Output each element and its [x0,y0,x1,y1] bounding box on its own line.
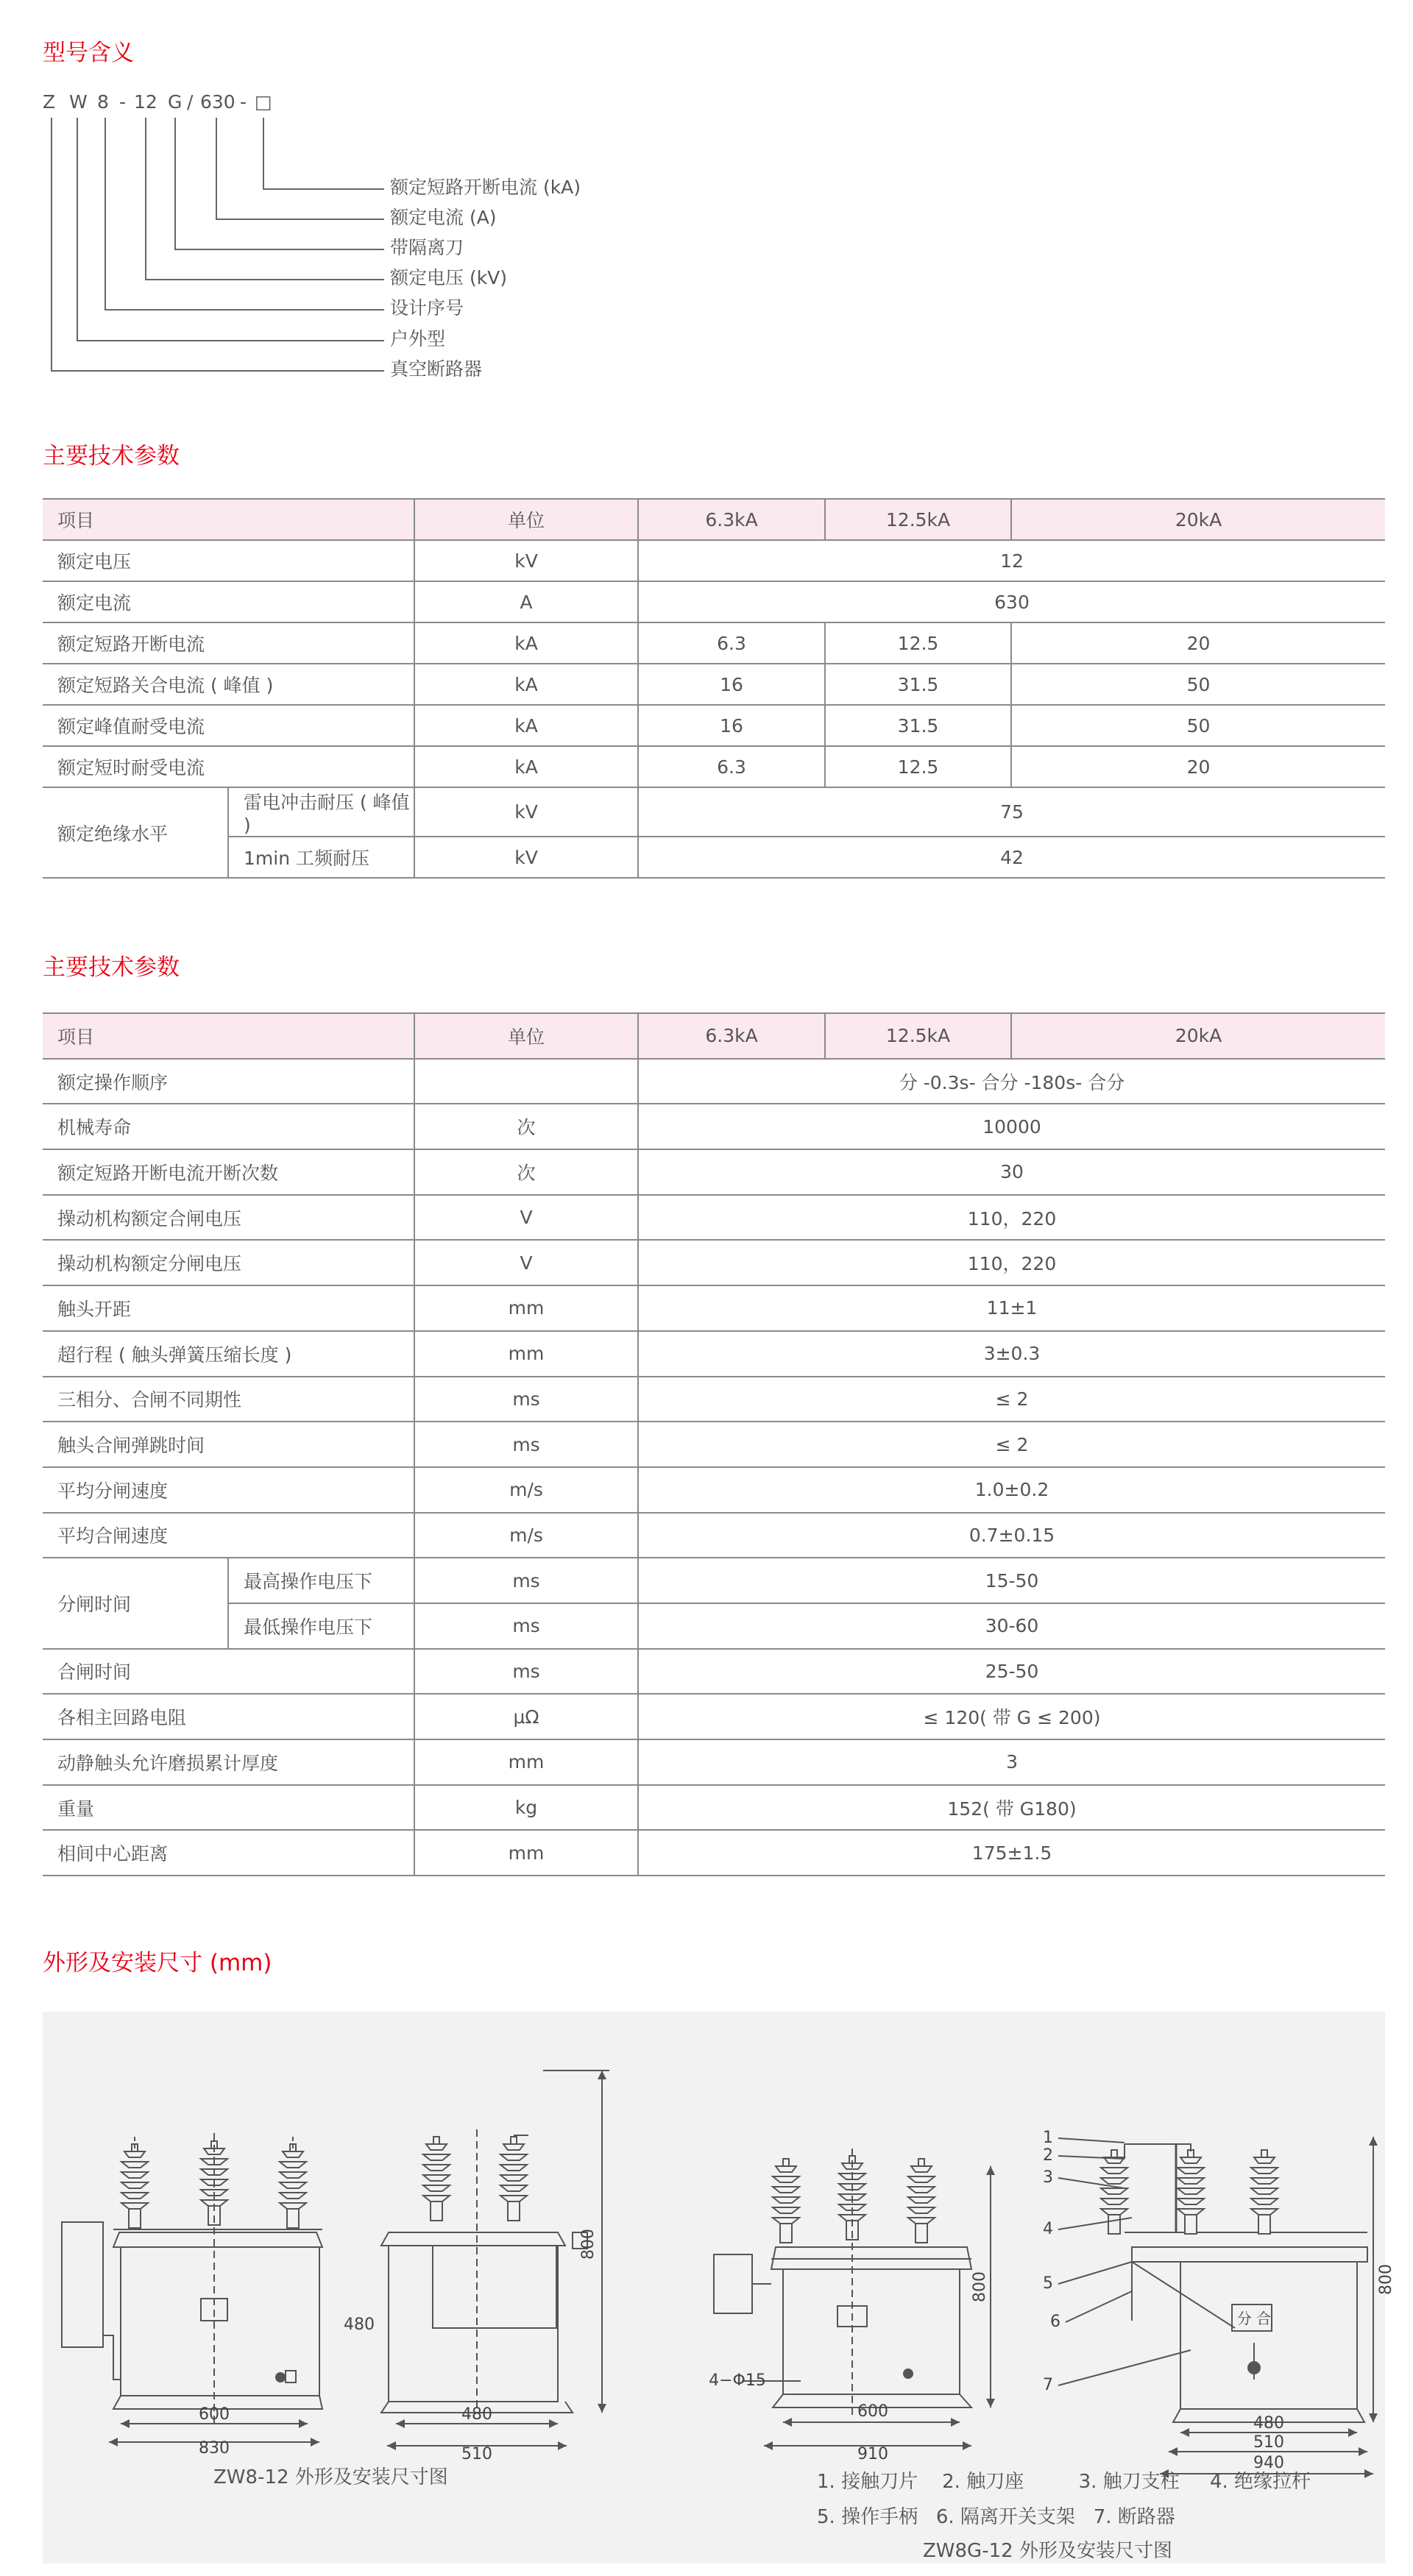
row-unit: kA [414,664,638,705]
model-label-breaking-current: 额定短路开断电流 (kA) [390,177,581,198]
model-char-slash: / [187,91,194,113]
row-item: 各相主回路电阻 [43,1694,414,1739]
row-value-6-3ka: 16 [638,705,825,746]
dim-800-b: 800 [971,2271,989,2302]
row-item: 动静触头允许磨损累计厚度 [43,1739,414,1785]
row-value: 1.0±0.2 [638,1467,1385,1513]
table-row [43,1467,1385,1513]
row-unit: μΩ [414,1694,638,1739]
table-row [43,1649,1385,1695]
table-row [43,746,1385,787]
table-row [43,1558,1385,1603]
row-value: 152( 带 G180) [638,1785,1385,1831]
row-item: 额定短路开断电流开断次数 [43,1149,414,1195]
row-item: 超行程 ( 触头弹簧压缩长度 ) [43,1331,414,1377]
row-unit: kV [414,787,638,837]
row-value: 3±0.3 [638,1331,1385,1377]
row-group-insulation: 额定绝缘水平 [43,787,228,878]
header-12-5ka: 12.5kA [825,499,1011,540]
row-unit: kV [414,540,638,581]
model-section-title: 型号含义 [43,40,134,66]
row-unit: ms [414,1422,638,1467]
row-unit: m/s [414,1467,638,1513]
table-row [43,1694,1385,1739]
dim-800-c: 800 [1377,2264,1395,2295]
table-row [43,622,1385,664]
row-value-20ka: 20 [1011,746,1385,787]
row-item: 额定电压 [43,540,414,581]
row-item: 额定操作顺序 [43,1059,414,1104]
row-unit [414,1059,638,1104]
header-item: 项目 [43,1013,414,1059]
callout-6: 6 [1050,2313,1060,2331]
table-row [43,1331,1385,1377]
row-item: 额定短路关合电流 ( 峰值 ) [43,664,414,705]
row-unit: ms [414,1377,638,1422]
row-subitem: 1min 工频耐压 [228,837,414,878]
tech-params-table-1 [43,498,1385,879]
table-row [43,1739,1385,1785]
model-char-dash: - [119,91,127,113]
row-item: 相间中心距离 [43,1830,414,1876]
row-unit: 次 [414,1104,638,1149]
row-value: 110，220 [638,1195,1385,1241]
header-20ka: 20kA [1011,499,1385,540]
model-char-box: □ [255,91,272,113]
row-unit: kA [414,622,638,664]
table-row [43,787,1385,837]
callout-2: 2 [1043,2146,1053,2165]
row-item: 平均分闸速度 [43,1467,414,1513]
row-value: 42 [638,837,1385,878]
row-group-open-time: 分闸时间 [43,1558,228,1648]
row-item: 重量 [43,1785,414,1831]
table-row [43,1285,1385,1331]
row-value-20ka: 50 [1011,705,1385,746]
model-char-12: 12 [134,91,157,113]
dim-480-b: 480 [1253,2414,1284,2433]
row-unit: ms [414,1558,638,1603]
table-row [43,1149,1385,1195]
row-value: 3 [638,1739,1385,1785]
tech-params-title-2: 主要技术参数 [43,954,180,981]
row-value: ≤ 2 [638,1422,1385,1467]
model-leader-lines [0,0,412,397]
table-row [43,540,1385,581]
header-unit: 单位 [414,1013,638,1059]
callout-1: 1 [1043,2129,1053,2147]
row-unit: kA [414,746,638,787]
row-value-20ka: 50 [1011,664,1385,705]
row-unit: V [414,1240,638,1285]
row-item: 额定短时耐受电流 [43,746,414,787]
zw8-front-view [62,2133,322,2442]
callout-5: 5 [1043,2274,1053,2293]
row-value: 12 [638,540,1385,581]
row-subitem: 雷电冲击耐压 ( 峰值 ) [228,787,414,837]
header-unit: 单位 [414,499,638,540]
row-value-12-5ka: 12.5 [825,622,1011,664]
zw8-side-view [381,2071,609,2446]
row-unit: mm [414,1739,638,1785]
model-label-vacuum-breaker: 真空断路器 [390,358,483,380]
model-char-w: W [69,91,88,113]
table-row [43,1513,1385,1558]
row-value: 110，220 [638,1240,1385,1285]
caption-zw8-12: ZW8-12 外形及安装尺寸图 [213,2466,448,2488]
dim-800-a: 800 [579,2229,598,2260]
dim-910: 910 [857,2445,888,2463]
dim-600-b: 600 [857,2402,888,2421]
zw8g-side-view [1058,2137,1373,2474]
row-unit: mm [414,1331,638,1377]
dimension-figure-panel [43,2012,1395,2563]
row-item: 合闸时间 [43,1649,414,1695]
dim-510-b: 510 [1253,2433,1284,2452]
row-subitem: 最高操作电压下 [228,1558,414,1603]
caption-zw8g-12: ZW8G-12 外形及安装尺寸图 [923,2540,1172,2562]
dim-4-phi15: 4−Φ15 [709,2371,766,2390]
dim-480-vertical: 480 [344,2316,375,2334]
row-item: 触头合闸弹跳时间 [43,1422,414,1467]
callout-3: 3 [1043,2168,1053,2187]
table-row [43,1059,1385,1104]
row-unit: kV [414,837,638,878]
model-char-dash2: - [240,91,247,113]
header-12-5ka: 12.5kA [825,1013,1011,1059]
row-unit: mm [414,1285,638,1331]
dim-830: 830 [199,2439,230,2458]
table-row [43,664,1385,705]
table-row [43,837,1385,878]
table-row [43,1377,1385,1422]
row-value: ≤ 120( 带 G ≤ 200) [638,1694,1385,1739]
row-unit: A [414,581,638,622]
model-label-rated-voltage: 额定电压 (kV) [390,267,508,288]
row-unit: V [414,1195,638,1241]
row-item: 额定短路开断电流 [43,622,414,664]
table-row [43,1422,1385,1467]
table-header-row [43,499,1385,540]
row-value: 10000 [638,1104,1385,1149]
dimension-section-title: 外形及安装尺寸 (mm) [43,1950,272,1976]
row-item: 机械寿命 [43,1104,414,1149]
table-header-row [43,1013,1385,1059]
row-item: 操动机构额定合闸电压 [43,1195,414,1241]
model-char-z: Z [43,91,56,113]
callout-7: 7 [1043,2376,1053,2394]
model-char-g: G [168,91,183,113]
model-label-design-no: 设计序号 [390,297,464,319]
table-row [43,1603,1385,1649]
row-value: 75 [638,787,1385,837]
row-value: ≤ 2 [638,1377,1385,1422]
row-value: 630 [638,581,1385,622]
table-row [43,705,1385,746]
model-label-outdoor: 户外型 [390,328,446,350]
row-value-6-3ka: 6.3 [638,622,825,664]
switch-plate-label: 分 合 [1236,2310,1272,2327]
tech-params-title-1: 主要技术参数 [43,443,180,469]
row-item: 额定峰值耐受电流 [43,705,414,746]
row-unit: ms [414,1603,638,1649]
dim-940: 940 [1253,2454,1284,2472]
header-6-3ka: 6.3kA [638,1013,825,1059]
table-row [43,1104,1385,1149]
table-row [43,1785,1385,1831]
table-row [43,1195,1385,1241]
row-value: 30-60 [638,1603,1385,1649]
row-value-20ka: 20 [1011,622,1385,664]
row-unit: kg [414,1785,638,1831]
row-item: 操动机构额定分闸电压 [43,1240,414,1285]
model-char-8: 8 [97,91,109,113]
zw8g-front-view [714,2149,991,2446]
row-item: 额定电流 [43,581,414,622]
row-value-6-3ka: 6.3 [638,746,825,787]
row-value-12-5ka: 31.5 [825,705,1011,746]
row-subitem: 最低操作电压下 [228,1603,414,1649]
dim-600-a: 600 [199,2405,230,2424]
dim-480-a: 480 [461,2405,492,2424]
row-value-12-5ka: 12.5 [825,746,1011,787]
table-row [43,581,1385,622]
callout-4: 4 [1043,2220,1053,2238]
header-item: 项目 [43,499,414,540]
row-value-6-3ka: 16 [638,664,825,705]
row-value: 分 -0.3s- 合分 -180s- 合分 [638,1059,1385,1104]
row-item: 触头开距 [43,1285,414,1331]
model-label-rated-current: 额定电流 (A) [390,207,497,228]
row-unit: mm [414,1830,638,1876]
row-value: 11±1 [638,1285,1385,1331]
tech-params-table-2 [43,1012,1385,1876]
header-6-3ka: 6.3kA [638,499,825,540]
row-value: 30 [638,1149,1385,1195]
row-unit: m/s [414,1513,638,1558]
model-char-630: 630 [200,91,236,113]
table-row [43,1240,1385,1285]
row-value: 25-50 [638,1649,1385,1695]
table-row [43,1830,1385,1876]
row-item: 三相分、合闸不同期性 [43,1377,414,1422]
row-unit: 次 [414,1149,638,1195]
row-unit: ms [414,1649,638,1695]
dim-510-a: 510 [461,2445,492,2463]
row-value-12-5ka: 31.5 [825,664,1011,705]
row-unit: kA [414,705,638,746]
row-value: 0.7±0.15 [638,1513,1385,1558]
legend-line-1: 1. 接触刀片 2. 触刀座 3. 触刀支柱 4. 绝缘拉杆 [817,2471,1311,2493]
row-value: 15-50 [638,1558,1385,1603]
model-label-isolator: 带隔离刀 [390,237,464,258]
legend-line-2: 5. 操作手柄 6. 隔离开关支架 7. 断路器 [817,2506,1175,2528]
row-item: 平均合闸速度 [43,1513,414,1558]
header-20ka: 20kA [1011,1013,1385,1059]
row-value: 175±1.5 [638,1830,1385,1876]
